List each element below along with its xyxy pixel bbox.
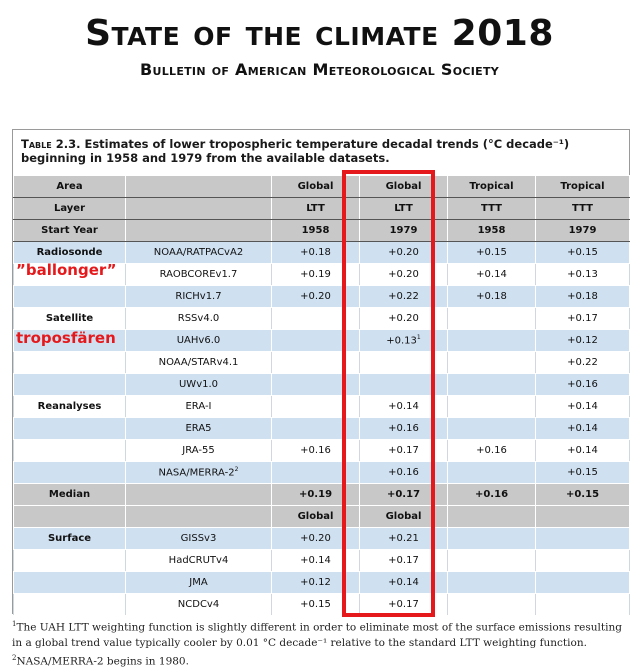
table-cell [448,506,536,528]
table-cell: 1979 [536,220,630,242]
table-cell: +0.18 [272,242,360,264]
table-cell: +0.16 [272,440,360,462]
table-cell: +0.22 [360,286,448,308]
table-cell [126,462,272,484]
table-cell-value: NASA/MERRA-2 [159,468,235,479]
table-row [14,462,630,484]
table-cell: Global [272,506,360,528]
table-cell: UAHv6.0 [126,330,272,352]
table-row [14,418,630,440]
table-cell: +0.17 [360,484,448,506]
table-cell [448,528,536,550]
table-cell [14,506,126,528]
table-cell [126,506,272,528]
table-cell-value: +0.13 [386,336,417,347]
table-cell: +0.12 [272,572,360,594]
table-cell: 1958 [272,220,360,242]
table-cell: +0.20 [272,286,360,308]
table-cell: NOAA/RATPACvA2 [126,242,272,264]
table-cell [448,418,536,440]
table-cell [536,528,630,550]
table-cell [536,506,630,528]
footnote-ref: 1 [417,334,421,341]
table-cell [126,484,272,506]
table-cell [272,374,360,396]
table-cell: +0.18 [448,286,536,308]
annotation-troposfaren: troposfären [16,329,116,347]
table-cell [536,550,630,572]
table-cell: +0.17 [360,440,448,462]
table-caption [21,137,621,165]
table-cell: +0.17 [536,308,630,330]
table-cell: +0.15 [536,242,630,264]
table-cell [448,308,536,330]
table-cell: +0.20 [360,264,448,286]
table-cell: Start Year [14,220,126,242]
table-row [14,286,630,308]
table-cell [536,594,630,616]
table-cell: LTT [360,198,448,220]
table-cell: +0.20 [360,242,448,264]
table-cell [448,550,536,572]
table-cell: +0.22 [536,352,630,374]
table-cell [272,396,360,418]
table-row [14,396,630,418]
table-cell [14,440,126,462]
table-cell [126,220,272,242]
table-cell [272,330,360,352]
table-cell: +0.14 [360,572,448,594]
table-cell [448,330,536,352]
table-caption-text: Estimates of lower tropospheric temperature decadal trends (°C decade⁻¹) beginning in 1958 and 1979 from the available datasets. [21,137,569,165]
footnote-marker: 2 [12,654,16,662]
table-cell [536,572,630,594]
table-cell: +0.15 [536,484,630,506]
table-cell: +0.15 [272,594,360,616]
table-cell: +0.14 [536,418,630,440]
table-cell: +0.14 [360,396,448,418]
footnote-2 [12,651,632,669]
table-cell: +0.16 [360,462,448,484]
table-cell: HadCRUTv4 [126,550,272,572]
table-cell: TTT [448,198,536,220]
table-cell: Tropical [536,176,630,198]
table-cell: TTT [536,198,630,220]
table-cell: +0.13 [536,264,630,286]
table-cell: NCDCv4 [126,594,272,616]
footnote-text: NASA/MERRA-2 begins in 1980. [16,655,188,667]
table-cell: Reanalyses [14,396,126,418]
table-row [14,176,630,198]
table-cell [272,352,360,374]
table-row [14,352,630,374]
table-cell: +0.15 [448,242,536,264]
table-cell: 1958 [448,220,536,242]
table-cell: Global [360,506,448,528]
table-cell [448,352,536,374]
document-subtitle: Bulletin of American Meteorological Society [0,60,639,79]
table-cell: NOAA/STARv4.1 [126,352,272,374]
trend-table [13,175,630,616]
table-caption-label: Table 2.3. [21,137,80,151]
table-row [14,550,630,572]
table-cell: +0.17 [360,594,448,616]
table-cell: +0.17 [360,550,448,572]
table-cell [14,374,126,396]
table-row [14,528,630,550]
table-cell: JMA [126,572,272,594]
table-cell [14,286,126,308]
table-cell [272,308,360,330]
footnotes [12,617,632,669]
table-cell: +0.16 [448,440,536,462]
table-cell [14,352,126,374]
footnote-1 [12,617,632,651]
table-cell: +0.15 [536,462,630,484]
table-cell: +0.20 [360,308,448,330]
footnote-text: The UAH LTT weighting function is slightly different in order to eliminate most of the surface emissions resulting in a global trend value typically cooler by 0.01 °C decade⁻¹ relative to the standard LTT weighting function. [12,622,622,649]
table-cell: UWv1.0 [126,374,272,396]
table-row [14,220,630,242]
table-cell [14,462,126,484]
table-cell: +0.16 [536,374,630,396]
table-cell: Surface [14,528,126,550]
table-cell: +0.19 [272,264,360,286]
document-title: State of the climate 2018 [0,14,639,54]
table-row [14,594,630,616]
table-row [14,374,630,396]
table-cell: +0.12 [536,330,630,352]
table-cell: +0.14 [536,396,630,418]
table-cell [448,396,536,418]
table-cell: RICHv1.7 [126,286,272,308]
table-cell [14,572,126,594]
table-row [14,440,630,462]
table-cell [448,572,536,594]
table-cell: Global [360,176,448,198]
annotation-ballonger: ”ballonger” [16,261,116,279]
table-cell [448,594,536,616]
table-cell [448,374,536,396]
table-cell: Radiosonde [14,242,126,264]
table-cell: +0.16 [448,484,536,506]
table-cell [14,550,126,572]
table-cell [126,198,272,220]
table-cell: RSSv4.0 [126,308,272,330]
table-cell: +0.14 [536,440,630,462]
footnote-marker: 1 [12,620,16,628]
table-cell [360,374,448,396]
table-cell: Area [14,176,126,198]
table-cell: 1979 [360,220,448,242]
table-cell: +0.14 [448,264,536,286]
table-cell: +0.16 [360,418,448,440]
table-cell: Layer [14,198,126,220]
table-cell: +0.20 [272,528,360,550]
table-cell: RAOBCOREv1.7 [126,264,272,286]
table-cell: Median [14,484,126,506]
table-cell [360,330,448,352]
table-cell: +0.14 [272,550,360,572]
table-cell: JRA-55 [126,440,272,462]
table-cell: Global [272,176,360,198]
table-cell [272,462,360,484]
table-cell [14,418,126,440]
table-row [14,484,630,506]
table-cell: +0.21 [360,528,448,550]
table-cell [448,462,536,484]
table-cell: GISSv3 [126,528,272,550]
table-panel [12,129,630,614]
table-cell: Satellite [14,308,126,330]
table-cell: LTT [272,198,360,220]
table-cell: Tropical [448,176,536,198]
table-row [14,308,630,330]
table-cell: +0.19 [272,484,360,506]
table-row [14,506,630,528]
table-cell: ERA5 [126,418,272,440]
table-row [14,572,630,594]
footnote-ref: 2 [235,466,239,473]
table-cell: +0.18 [536,286,630,308]
table-cell [272,418,360,440]
table-cell [360,352,448,374]
table-cell [14,594,126,616]
table-row [14,198,630,220]
table-cell: ERA-I [126,396,272,418]
table-cell [126,176,272,198]
